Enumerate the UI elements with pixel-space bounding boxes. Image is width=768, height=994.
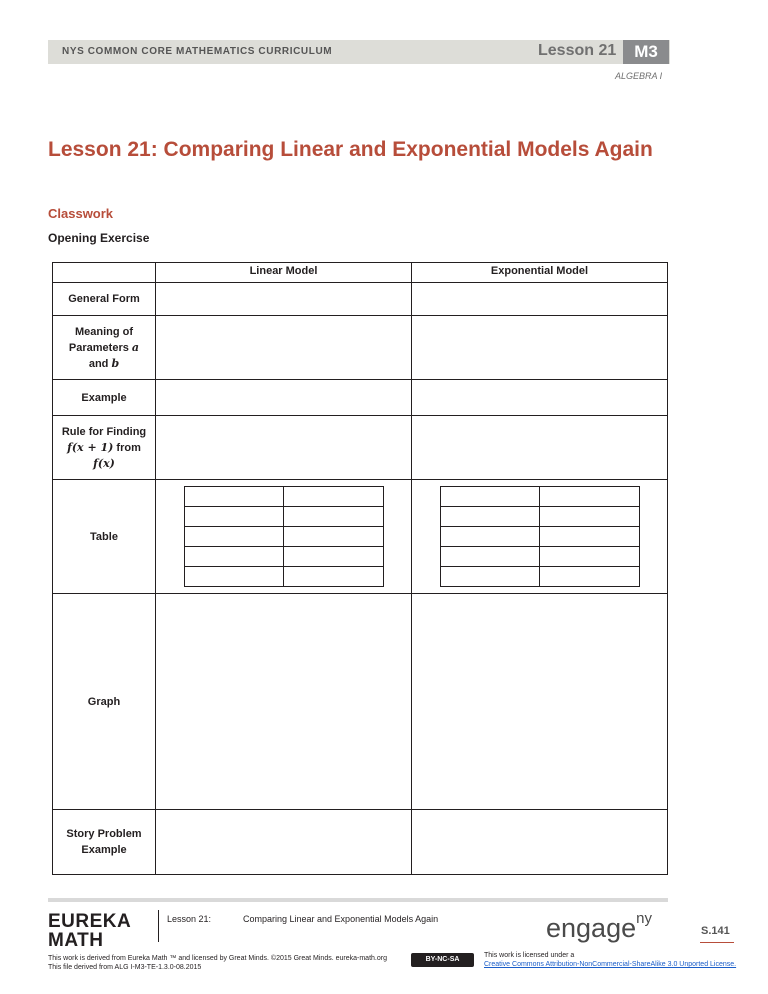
- license-notice: [484, 951, 736, 969]
- row-story-problem: [53, 810, 156, 875]
- story-label-1: Story Problem: [66, 828, 142, 840]
- logo-line-2: MATH: [48, 930, 104, 951]
- eureka-math-logo: [48, 912, 131, 950]
- rule-from: from: [116, 441, 141, 454]
- row-rule: [53, 416, 156, 480]
- rule-expression-next: f(x + 1): [67, 440, 114, 454]
- parameter-b: b: [111, 356, 120, 370]
- header-lesson: Lesson 21: [538, 42, 617, 59]
- linear-example-cell: [156, 380, 412, 416]
- license-link[interactable]: Creative Commons Attribution-NonCommercial-ShareAlike 3.0 Unported License.: [484, 961, 737, 968]
- story-label-2: Example: [81, 844, 127, 856]
- license-line-1: This work is licensed under a: [484, 952, 575, 959]
- exponential-general-form-cell: [412, 283, 668, 316]
- exponential-table-x-cell: [440, 527, 540, 547]
- row-meaning-of-parameters: [53, 316, 156, 380]
- linear-table-y-cell: [284, 527, 384, 547]
- classwork-heading: Classwork: [48, 206, 114, 221]
- exponential-value-table: [440, 486, 640, 587]
- derived-line-2: This file derived from ALG I-M3-TE-1.3.0-08.2015: [48, 964, 202, 971]
- row-general-form: General Form: [53, 283, 156, 316]
- exponential-graph-cell: [412, 594, 668, 810]
- linear-table-x-cell: [184, 507, 284, 527]
- rule-expression-current: f(x): [93, 456, 115, 470]
- logo-line-1: EUREKA: [48, 911, 132, 932]
- comparison-table: [52, 262, 668, 875]
- module-badge: M3: [623, 40, 669, 64]
- parameter-a: a: [131, 340, 140, 354]
- exponential-model-header: Exponential Model: [412, 263, 668, 283]
- derived-line-1: This work is derived from Eureka Math ™ and licensed by Great Minds. ©2015 Great Minds. eureka-math.org: [48, 955, 387, 962]
- engage-sup: ny: [636, 910, 652, 927]
- footer-lesson-title: Comparing Linear and Exponential Models Again: [243, 914, 439, 924]
- linear-meaning-cell: [156, 316, 412, 380]
- exponential-meaning-cell: [412, 316, 668, 380]
- linear-table-x-cell: [184, 527, 284, 547]
- linear-table-x-cell: [184, 487, 284, 507]
- footer-lesson: Lesson 21:: [167, 914, 212, 924]
- exponential-table-y-cell: [540, 507, 640, 527]
- exponential-table-y-cell: [540, 527, 640, 547]
- footer-divider: [48, 898, 668, 902]
- derived-notice: [48, 954, 387, 972]
- linear-table-y-cell: [284, 547, 384, 567]
- exponential-table-cell: [412, 480, 668, 594]
- page-number-underline: [700, 942, 734, 943]
- linear-table-y-cell: [284, 487, 384, 507]
- linear-rule-cell: [156, 416, 412, 480]
- linear-table-x-cell: [184, 547, 284, 567]
- exponential-table-x-cell: [440, 567, 540, 587]
- rule-label: Rule for Finding: [61, 425, 147, 438]
- curriculum-label: NYS COMMON CORE MATHEMATICS CURRICULUM: [62, 46, 333, 57]
- course-label: ALGEBRA I: [615, 71, 663, 81]
- row-example: Example: [53, 380, 156, 416]
- creative-commons-badge: BY-NC-SA: [411, 953, 474, 967]
- row-table: Table: [53, 480, 156, 594]
- meaning-and: and: [88, 357, 109, 370]
- linear-story-cell: [156, 810, 412, 875]
- exponential-rule-cell: [412, 416, 668, 480]
- engageny-logo: [546, 910, 652, 944]
- linear-table-cell: [156, 480, 412, 594]
- linear-table-y-cell: [284, 567, 384, 587]
- linear-general-form-cell: [156, 283, 412, 316]
- linear-graph-cell: [156, 594, 412, 810]
- meaning-label-2: Parameters: [68, 341, 129, 354]
- opening-exercise-heading: Opening Exercise: [48, 231, 150, 245]
- page-number: S.141: [701, 925, 730, 937]
- linear-value-table: [184, 486, 384, 587]
- linear-table-y-cell: [284, 507, 384, 527]
- footer-vertical-divider: [158, 910, 159, 942]
- page-title: Lesson 21: Comparing Linear and Exponential Models Again: [48, 138, 653, 161]
- exponential-table-y-cell: [540, 487, 640, 507]
- exponential-story-cell: [412, 810, 668, 875]
- linear-table-x-cell: [184, 567, 284, 587]
- linear-model-header: Linear Model: [156, 263, 412, 283]
- exponential-table-x-cell: [440, 507, 540, 527]
- exponential-example-cell: [412, 380, 668, 416]
- exponential-table-y-cell: [540, 567, 640, 587]
- exponential-table-x-cell: [440, 547, 540, 567]
- row-graph: Graph: [53, 594, 156, 810]
- corner-cell: [53, 263, 156, 283]
- engage-text: engage: [546, 913, 637, 943]
- exponential-table-y-cell: [540, 547, 640, 567]
- exponential-table-x-cell: [440, 487, 540, 507]
- meaning-label-1: Meaning of: [74, 325, 134, 338]
